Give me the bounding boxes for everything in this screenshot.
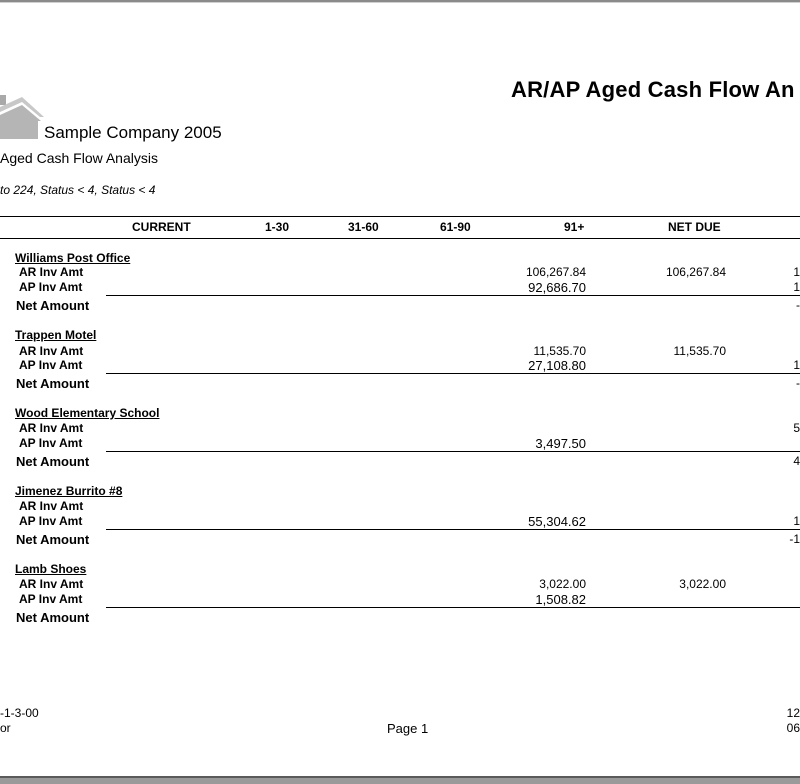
window-frame-bottom (0, 778, 800, 784)
ar-91-plus-value: 11,535.70 (533, 344, 586, 358)
ar-91-plus-value: 106,267.84 (525, 265, 586, 279)
column-header-91-plus: 91+ (564, 220, 585, 234)
net-amount-label: Net Amount (16, 298, 90, 313)
group-name: Jimenez Burrito #8 (15, 484, 123, 498)
footer-right-line2: 06 (786, 721, 800, 735)
ar-clipped-value: 5 (793, 421, 800, 435)
ap-91-plus-value: 55,304.62 (528, 514, 586, 529)
group-name: Trappen Motel (15, 328, 97, 342)
footer-right-line1: 12 (786, 706, 800, 720)
ar-net-due-value: 3,022.00 (679, 577, 726, 591)
ap-row-label: AP Inv Amt (19, 592, 83, 606)
subtotal-rule (106, 373, 800, 374)
ar-net-due-value: 106,267.84 (665, 265, 726, 279)
net-clipped-value: - (796, 298, 800, 312)
column-header-net-due: NET DUE (668, 220, 721, 234)
report-title: AR/AP Aged Cash Flow An (511, 77, 795, 102)
column-header-31-60: 31-60 (348, 220, 379, 234)
net-amount-label: Net Amount (16, 376, 90, 391)
ar-row-label: AR Inv Amt (19, 421, 84, 435)
company-name: Sample Company 2005 (44, 123, 222, 142)
ap-clipped-value: 1 (793, 358, 800, 372)
column-header-current: CURRENT (132, 220, 191, 234)
ar-row-label: AR Inv Amt (19, 499, 84, 513)
net-clipped-value: 4 (793, 454, 800, 468)
header-top-rule (0, 216, 800, 217)
ap-91-plus-value: 3,497.50 (535, 436, 586, 451)
subtotal-rule (106, 295, 800, 296)
net-amount-label: Net Amount (16, 532, 90, 547)
ar-row-label: AR Inv Amt (19, 265, 84, 279)
ap-clipped-value: 1 (793, 514, 800, 528)
net-clipped-value: - (796, 376, 800, 390)
net-clipped-value: -1 (789, 532, 800, 546)
group-name: Wood Elementary School (15, 406, 160, 420)
net-amount-label: Net Amount (16, 454, 90, 469)
company-logo (0, 95, 44, 140)
header-bottom-rule (0, 238, 800, 239)
subtotal-rule (106, 451, 800, 452)
ap-row-label: AP Inv Amt (19, 514, 83, 528)
ar-clipped-value: 1 (793, 265, 800, 279)
group-name: Williams Post Office (15, 251, 131, 265)
net-amount-label: Net Amount (16, 610, 90, 625)
page-number: Page 1 (387, 721, 429, 736)
window-frame-highlight (0, 2, 800, 3)
ar-row-label: AR Inv Amt (19, 577, 84, 591)
ap-clipped-value: 1 (793, 280, 800, 294)
ar-row-label: AR Inv Amt (19, 344, 84, 358)
column-header-61-90: 61-90 (440, 220, 471, 234)
subtotal-rule (106, 607, 800, 608)
report-criteria: to 224, Status < 4, Status < 4 (0, 183, 156, 197)
ap-91-plus-value: 27,108.80 (528, 358, 586, 373)
group-name: Lamb Shoes (15, 562, 87, 576)
ap-91-plus-value: 92,686.70 (528, 280, 586, 295)
ap-91-plus-value: 1,508.82 (535, 592, 586, 607)
ar-net-due-value: 11,535.70 (673, 344, 726, 358)
footer-left-line2: or (0, 721, 11, 735)
ap-row-label: AP Inv Amt (19, 436, 83, 450)
footer-left-line1: -1-3-00 (0, 706, 39, 720)
column-header-1-30: 1-30 (265, 220, 290, 234)
ap-row-label: AP Inv Amt (19, 280, 83, 294)
report-subtitle: Aged Cash Flow Analysis (0, 150, 158, 166)
ar-91-plus-value: 3,022.00 (539, 577, 586, 591)
ap-row-label: AP Inv Amt (19, 358, 83, 372)
subtotal-rule (106, 529, 800, 530)
